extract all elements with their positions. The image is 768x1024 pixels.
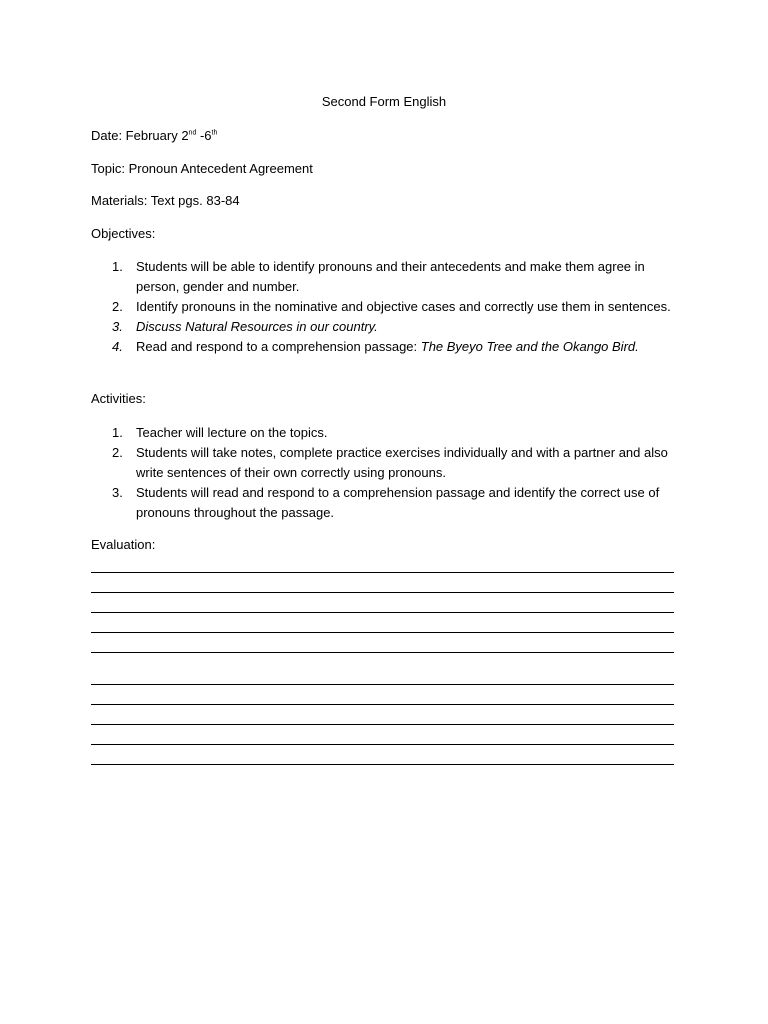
activity-number: 3. (112, 485, 123, 500)
answer-line[interactable] (91, 764, 674, 765)
activities-list (91, 423, 681, 523)
objective-number: 1. (112, 259, 123, 274)
activity-item (91, 443, 681, 483)
objective-text: Discuss Natural Resources in our country. (136, 319, 378, 334)
answer-line[interactable] (91, 592, 674, 593)
answer-line[interactable] (91, 632, 674, 633)
answer-line[interactable] (91, 744, 674, 745)
date-sup-1: nd (188, 129, 197, 137)
activity-text: Students will read and respond to a comprehension passage and identify the correct use of pronouns throughout the passage. (136, 485, 660, 520)
answer-line[interactable] (91, 704, 674, 705)
materials-line: Materials: Text pgs. 83-84 (91, 193, 240, 208)
objective-item (91, 257, 681, 297)
objective-text: Identify pronouns in the nominative and objective cases and correctly use them in sentences. (136, 299, 671, 314)
activity-text: Teacher will lecture on the topics. (136, 425, 328, 440)
objective-number: 4. (112, 339, 123, 354)
date-line (91, 128, 217, 143)
document-title: Second Form English (321, 94, 447, 109)
objective-number: 2. (112, 299, 123, 314)
answer-line[interactable] (91, 612, 674, 613)
objectives-heading: Objectives: (91, 226, 156, 241)
answer-line[interactable] (91, 652, 674, 653)
objective-text: Students will be able to identify pronouns and their antecedents and make them agree in person, gender and number. (136, 259, 645, 294)
activity-text: Students will take notes, complete practice exercises individually and with a partner and also write sentences of their own correctly using pronouns. (136, 445, 668, 480)
date-mid: -6 (196, 128, 212, 143)
activity-item (91, 423, 681, 443)
evaluation-heading: Evaluation: (91, 537, 156, 552)
passage-title: The Byeyo Tree and the Okango Bird. (420, 339, 639, 354)
answer-line[interactable] (91, 724, 674, 725)
objectives-list (91, 257, 681, 357)
date-label: Date: February 2 (91, 128, 189, 143)
activities-heading: Activities: (91, 391, 146, 406)
objective-item (91, 317, 681, 337)
activity-number: 1. (112, 425, 123, 440)
answer-line[interactable] (91, 684, 674, 685)
objective-item (91, 297, 681, 317)
evaluation-answer-area[interactable] (91, 572, 674, 784)
answer-line[interactable] (91, 572, 674, 573)
activity-item (91, 483, 681, 523)
objective-item (91, 337, 681, 357)
date-sup-2: th (211, 129, 218, 137)
objective-text: Read and respond to a comprehension passage: (136, 339, 421, 354)
topic-line: Topic: Pronoun Antecedent Agreement (91, 161, 313, 176)
objective-number: 3. (112, 319, 123, 334)
activity-number: 2. (112, 445, 123, 460)
